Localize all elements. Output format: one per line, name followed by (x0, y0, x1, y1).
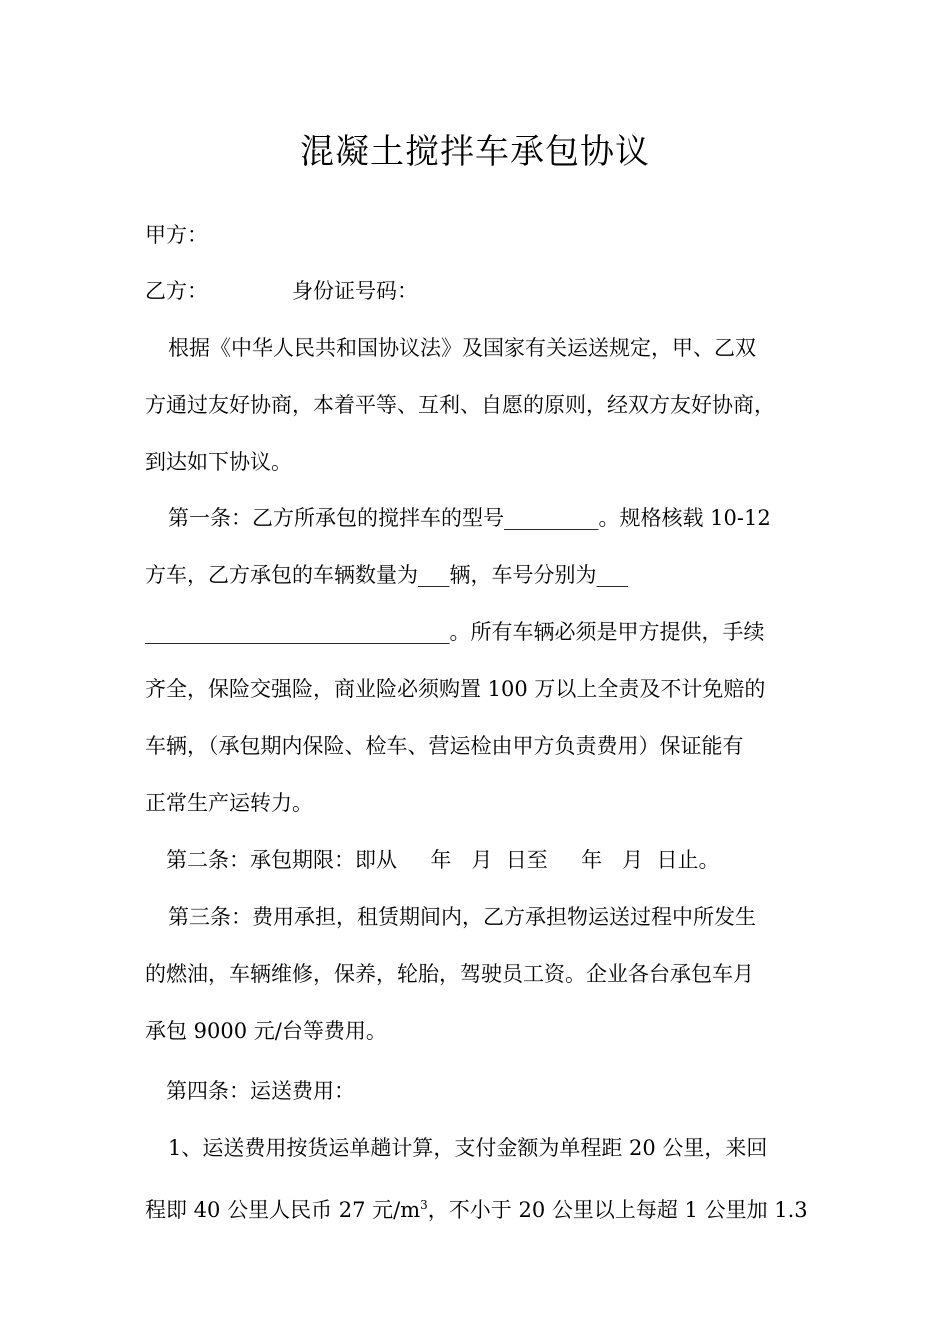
article-1-qty-text: 方车，乙方承包的车辆数量为 (145, 563, 418, 587)
article-3-line-1: 第三条：费用承担，租赁期间内，乙方承担物运送过程中所发生 (168, 905, 756, 929)
article-1-plate-text: 辆，车号分别为 (449, 563, 597, 587)
quantity-blank: ___ (418, 563, 450, 587)
cubic-superscript: 3 (420, 1198, 428, 1212)
party-b-label: 乙方： (145, 279, 208, 303)
article-1-spec: 。规格核载 10-12 (598, 506, 771, 530)
article-1-line-3 (145, 617, 765, 647)
article-4-line-2 (145, 1190, 808, 1225)
party-a-label: 甲方： (145, 223, 208, 247)
article-1-line-6: 正常生产运转力。 (145, 791, 313, 815)
article-4-line-1: 1、运送费用按货运单趟计算，支付金额为单程距 20 公里，来回 (168, 1136, 768, 1160)
document-title: 混凝土搅拌车承包协议 (300, 132, 650, 172)
party-b-row (145, 276, 418, 306)
plate-blank-1: ___ (596, 563, 628, 587)
article-1-text: 第一条：乙方所承包的搅拌车的型号 (168, 506, 504, 530)
article-1-line-5: 车辆，（承包期内保险、检车、营运检由甲方负责费用）保证能有 (145, 734, 744, 758)
article-4-price-text: 程即 40 公里人民币 27 元/m (145, 1198, 421, 1222)
article-1-line-2 (145, 560, 628, 590)
article-3-line-2: 的燃油，车辆维修，保养，轮胎，驾驶员工资。企业各台承包车月 (145, 962, 754, 986)
article-1-line-1 (168, 503, 771, 533)
intro-line-1: 根据《中华人民共和国协议法》及国家有关运送规定，甲、乙双 (168, 336, 756, 360)
intro-line-3: 到达如下协议。 (145, 450, 292, 474)
article-1-vehicle-text: 。所有车辆必须是甲方提供，手续 (449, 620, 765, 644)
article-4-heading: 第四条：运送费用： (166, 1079, 355, 1103)
article-3-line-3: 承包 9000 元/台等费用。 (145, 1019, 387, 1043)
article-4-extra-text: ，不小于 20 公里以上每超 1 公里加 1.3 (427, 1198, 808, 1222)
model-blank: _________ (504, 506, 599, 530)
plate-blank-2: _____________________________ (145, 620, 450, 644)
article-2: 第二条：承包期限：即从 年 月 日至 年 月 日止。 (166, 848, 720, 872)
intro-line-2: 方通过友好协商，本着平等、互利、自愿的原则，经双方友好协商， (145, 393, 775, 417)
id-number-label: 身份证号码： (292, 279, 418, 303)
article-1-line-4: 齐全，保险交强险，商业险必须购置 100 万以上全责及不计免赔的 (145, 677, 766, 701)
